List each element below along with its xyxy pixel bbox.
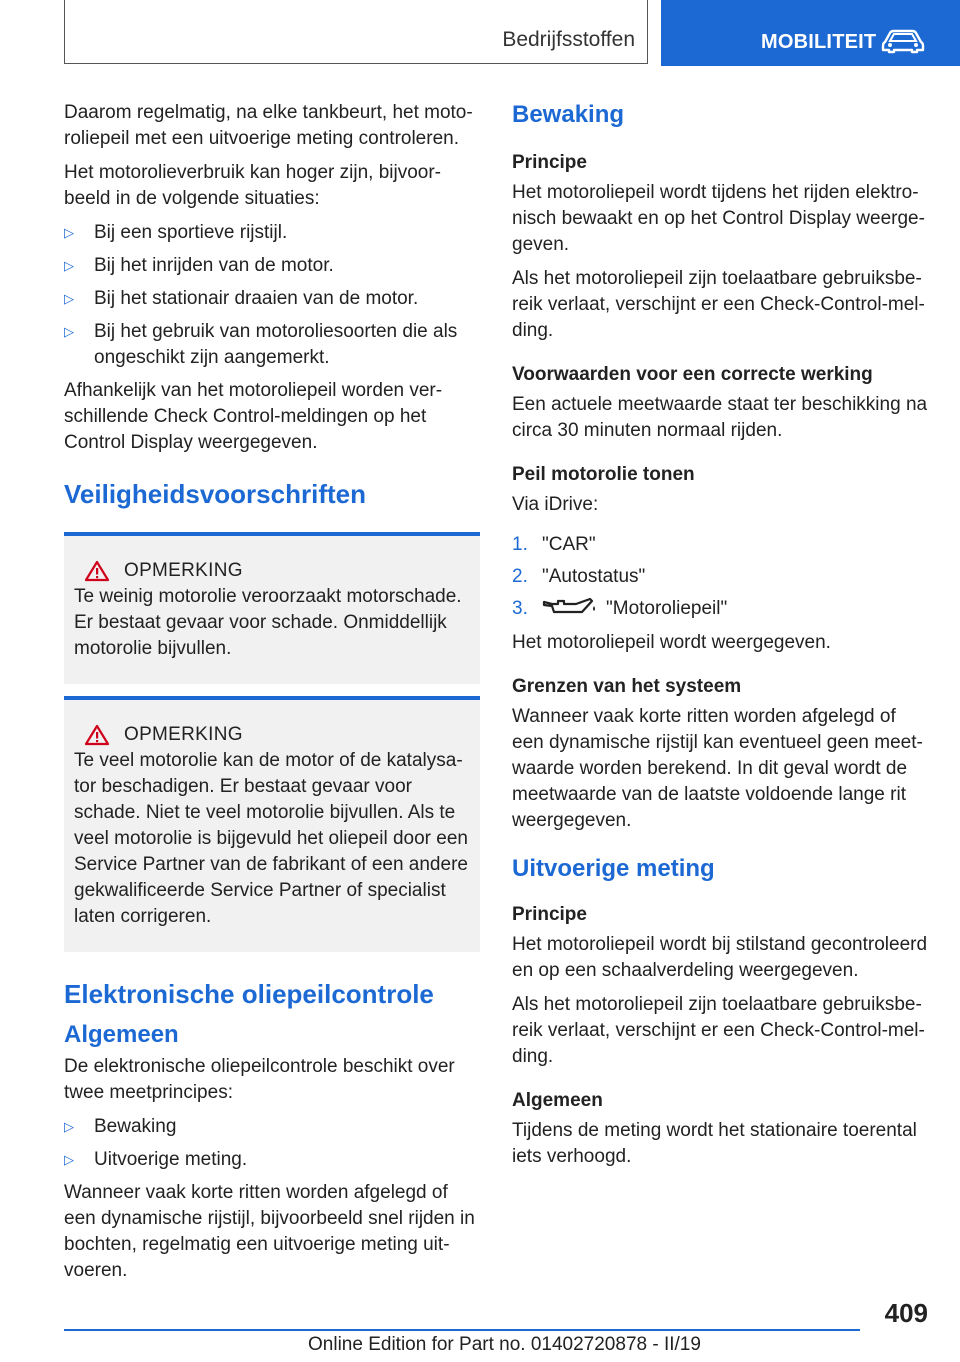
paragraph: Wanneer vaak korte ritten worden afgelegd of een dynamische rijstijl, bijvoorbeeld snel rijden in bochten, regelmatig een uitvoerige meting uitvoeren. bbox=[64, 1182, 475, 1281]
paragraph: Het motoroliepeil wordt tijdens het rijden elektronisch bewaakt en op het Control Display weergegeven. bbox=[512, 182, 925, 255]
triangle-bullet-icon: ▷ bbox=[64, 291, 74, 306]
right-column bbox=[512, 100, 932, 1178]
heading-electronic: Elektronische oliepeilcontrole bbox=[64, 979, 434, 1009]
list-item: ▷ Bij een sportieve rijstijl. bbox=[64, 220, 480, 246]
heading-safety: Veiligheidsvoorschriften bbox=[64, 479, 366, 509]
situations-list bbox=[64, 220, 480, 371]
list-item: 3. "Motoroliepeil" bbox=[512, 598, 728, 619]
paragraph: Wanneer vaak korte ritten worden afgelegd of een dynamische rijstijl kan eventueel geen meetwaarde worden berekend. In dit geval wordt de meetwaarde van de laatste voldoende lange rit weergegeven. bbox=[512, 706, 923, 831]
paragraph: Als het motoroliepeil zijn toelaatbare gebruiksbereik verlaat, verschijnt er een Check-Control-melding. bbox=[512, 268, 925, 341]
paragraph: Het motorolieverbruik kan hoger zijn, bijvoorbeeld in de volgende situaties: bbox=[64, 162, 441, 209]
paragraph: Als het motoroliepeil zijn toelaatbare gebruiksbereik verlaat, verschijnt er een Check-Control-melding. bbox=[512, 994, 925, 1067]
list-item: 1. "CAR" bbox=[512, 534, 596, 555]
paragraph: Het motoroliepeil wordt weergegeven. bbox=[512, 632, 831, 653]
triangle-bullet-icon: ▷ bbox=[64, 258, 74, 273]
steps-list bbox=[512, 532, 932, 622]
oil-can-icon bbox=[542, 596, 598, 616]
list-item: ▷ Bij het inrijden van de motor. bbox=[64, 253, 480, 279]
subheading: Algemeen bbox=[512, 1090, 603, 1111]
notice-text: Te veel motorolie kan de motor of de katalysator beschadigen. Er bestaat gevaar voor schade. Niet te veel motorolie bijvullen. Als te veel motorolie is bijgevuld het oliepeil door een Service Partner van de fabrikant of een andere gekwalificeerde Service Partner of specialist laten corrigeren. bbox=[74, 750, 468, 927]
subheading: Principe bbox=[512, 904, 587, 925]
list-item: ▷ Bewaking bbox=[64, 1114, 480, 1140]
notice-box bbox=[64, 532, 480, 684]
notice-text: Te weinig motorolie veroorzaakt motorschade. Er bestaat gevaar voor schade. Onmiddellijk motorolie bijvullen. bbox=[74, 586, 462, 659]
edition-text: Online Edition for Part no. 01402720878 - II/19 bbox=[308, 1334, 701, 1355]
list-item: ▷ Bij het gebruik van motoroliesoorten die als ongeschikt zijn aangemerkt. bbox=[64, 321, 458, 368]
principles-list bbox=[64, 1114, 480, 1173]
paragraph: Een actuele meetwaarde staat ter beschikking na circa 30 minuten normaal rijden. bbox=[512, 394, 928, 441]
subheading: Principe bbox=[512, 152, 587, 173]
subheading: Voorwaarden voor een correcte werking bbox=[512, 364, 873, 385]
triangle-bullet-icon: ▷ bbox=[64, 1119, 74, 1134]
page-number: 409 bbox=[884, 1298, 928, 1328]
heading-monitoring: Bewaking bbox=[512, 101, 625, 128]
notice-box bbox=[64, 696, 480, 952]
notice-title: OPMERKING bbox=[124, 724, 243, 745]
list-item: ▷ Bij het stationair draaien van de motor. bbox=[64, 286, 480, 312]
paragraph: De elektronische oliepeilcontrole beschikt over twee meetprincipes: bbox=[64, 1056, 455, 1103]
paragraph: Tijdens de meting wordt het stationaire toerental iets verhoogd. bbox=[512, 1120, 917, 1167]
paragraph: Daarom regelmatig, na elke tankbeurt, het motoroliepeil met een uitvoerige meting controleren. bbox=[64, 102, 473, 149]
triangle-bullet-icon: ▷ bbox=[64, 324, 74, 339]
page-header bbox=[0, 0, 960, 66]
section-title: Bedrijfsstoffen bbox=[502, 28, 635, 51]
left-column bbox=[64, 100, 480, 1292]
footer-divider bbox=[64, 1329, 860, 1331]
warning-icon bbox=[84, 560, 110, 582]
triangle-bullet-icon: ▷ bbox=[64, 1152, 74, 1167]
heading-general: Algemeen bbox=[64, 1021, 179, 1048]
paragraph: Afhankelijk van het motoroliepeil worden verschillende Check Control-meldingen op het Control Display weergegeven. bbox=[64, 380, 443, 453]
notice-title: OPMERKING bbox=[124, 560, 243, 581]
section-tab bbox=[64, 0, 648, 64]
subheading: Grenzen van het systeem bbox=[512, 676, 742, 697]
list-item: 2. "Autostatus" bbox=[512, 566, 646, 587]
list-item: ▷ Uitvoerige meting. bbox=[64, 1147, 480, 1173]
car-icon bbox=[881, 28, 925, 54]
chapter-tab bbox=[661, 0, 960, 66]
paragraph: Via iDrive: bbox=[512, 494, 599, 515]
heading-detailed: Uitvoerige meting bbox=[512, 855, 715, 882]
chapter-title: MOBILITEIT bbox=[761, 31, 877, 53]
triangle-bullet-icon: ▷ bbox=[64, 225, 74, 240]
subheading: Peil motorolie tonen bbox=[512, 464, 695, 485]
warning-icon bbox=[84, 724, 110, 746]
paragraph: Het motoroliepeil wordt bij stilstand gecontroleerd en op een schaalverdeling weergegeven. bbox=[512, 934, 928, 981]
